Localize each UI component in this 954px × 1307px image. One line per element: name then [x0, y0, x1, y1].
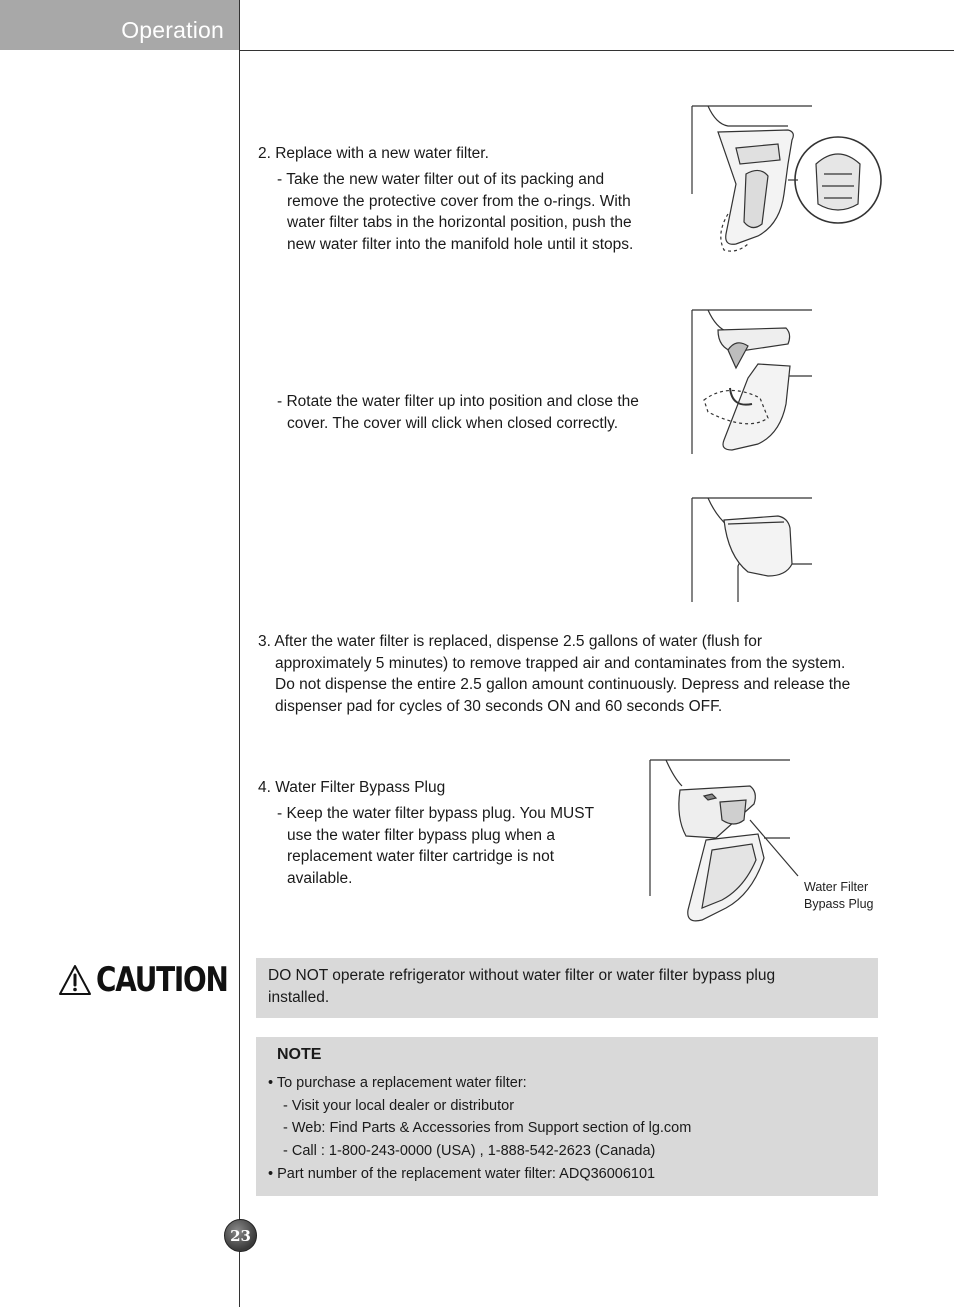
step-2-rotate-line: cover. The cover will click when closed correctly. — [287, 414, 619, 432]
step-3-line: dispenser pad for cycles of 30 seconds ON and 60 seconds OFF. — [275, 697, 723, 715]
caution-label — [58, 960, 257, 1000]
page-number: 23 — [224, 1219, 257, 1252]
step-2-title: 2. Replace with a new water filter. — [258, 145, 489, 162]
callout-line: Water Filter — [804, 880, 869, 894]
section-title: Operation — [121, 17, 224, 43]
step-3-line: Do not dispense the entire 2.5 gallon amount continuously. Depress and release the — [275, 676, 851, 693]
step-2-instructions-rotate — [277, 391, 667, 434]
section-header-tab — [0, 0, 239, 50]
warning-triangle-icon — [58, 964, 92, 996]
note-box — [256, 1037, 878, 1196]
step-3-line: 3. After the water filter is replaced, dispense 2.5 gallons of water (flush for — [258, 633, 763, 650]
note-title: NOTE — [277, 1046, 322, 1063]
bypass-plug-callout — [804, 879, 873, 913]
caution-line: DO NOT operate refrigerator without water filter or water filter bypass plug — [268, 967, 776, 984]
caution-line: installed. — [268, 988, 330, 1006]
note-bullet: • Part number of the replacement water filter: ADQ36006101 — [268, 1165, 656, 1182]
step-4-line: use the water filter bypass plug when a — [287, 826, 555, 844]
note-item: - Web: Find Parts & Accessories from Support section of lg.com — [283, 1120, 692, 1137]
step-2-insert-line: remove the protective cover from the o-rings. With — [287, 192, 631, 210]
caution-word: CAUTION — [96, 960, 228, 1000]
note-item: - Call : 1-800-243-0000 (USA) , 1-888-542-2623 (Canada) — [283, 1143, 656, 1160]
note-bullet: • To purchase a replacement water filter: — [268, 1074, 527, 1091]
step-2-insert-line: - Take the new water filter out of its packing and — [277, 171, 605, 188]
filter-closed-illustration — [688, 496, 818, 602]
filter-rotate-illustration — [688, 308, 818, 454]
step-3-line: approximately 5 minutes) to remove trapped air and contaminates from the system. — [275, 654, 846, 672]
step-4-line: available. — [287, 869, 353, 887]
step-2-insert-line: water filter tabs in the horizontal position, push the — [287, 214, 632, 231]
filter-insert-illustration — [688, 104, 888, 256]
step-4-line: replacement water filter cartridge is not — [287, 848, 555, 865]
note-item: - Visit your local dealer or distributor — [283, 1097, 515, 1114]
step-4-instructions — [277, 803, 617, 889]
callout-line: Bypass Plug — [804, 897, 874, 911]
margin-divider — [239, 0, 240, 1307]
caution-box — [256, 958, 878, 1018]
step-4-line: - Keep the water filter bypass plug. You MUST — [277, 805, 595, 822]
step-3-text — [258, 631, 878, 717]
header-divider — [239, 50, 954, 51]
step-4-title: 4. Water Filter Bypass Plug — [258, 779, 446, 796]
step-2-instructions-insert — [277, 169, 667, 255]
bypass-plug-illustration — [646, 758, 806, 928]
step-2-rotate-line: - Rotate the water filter up into position and close the — [277, 393, 639, 410]
step-2-insert-line: new water filter into the manifold hole until it stops. — [287, 235, 634, 253]
